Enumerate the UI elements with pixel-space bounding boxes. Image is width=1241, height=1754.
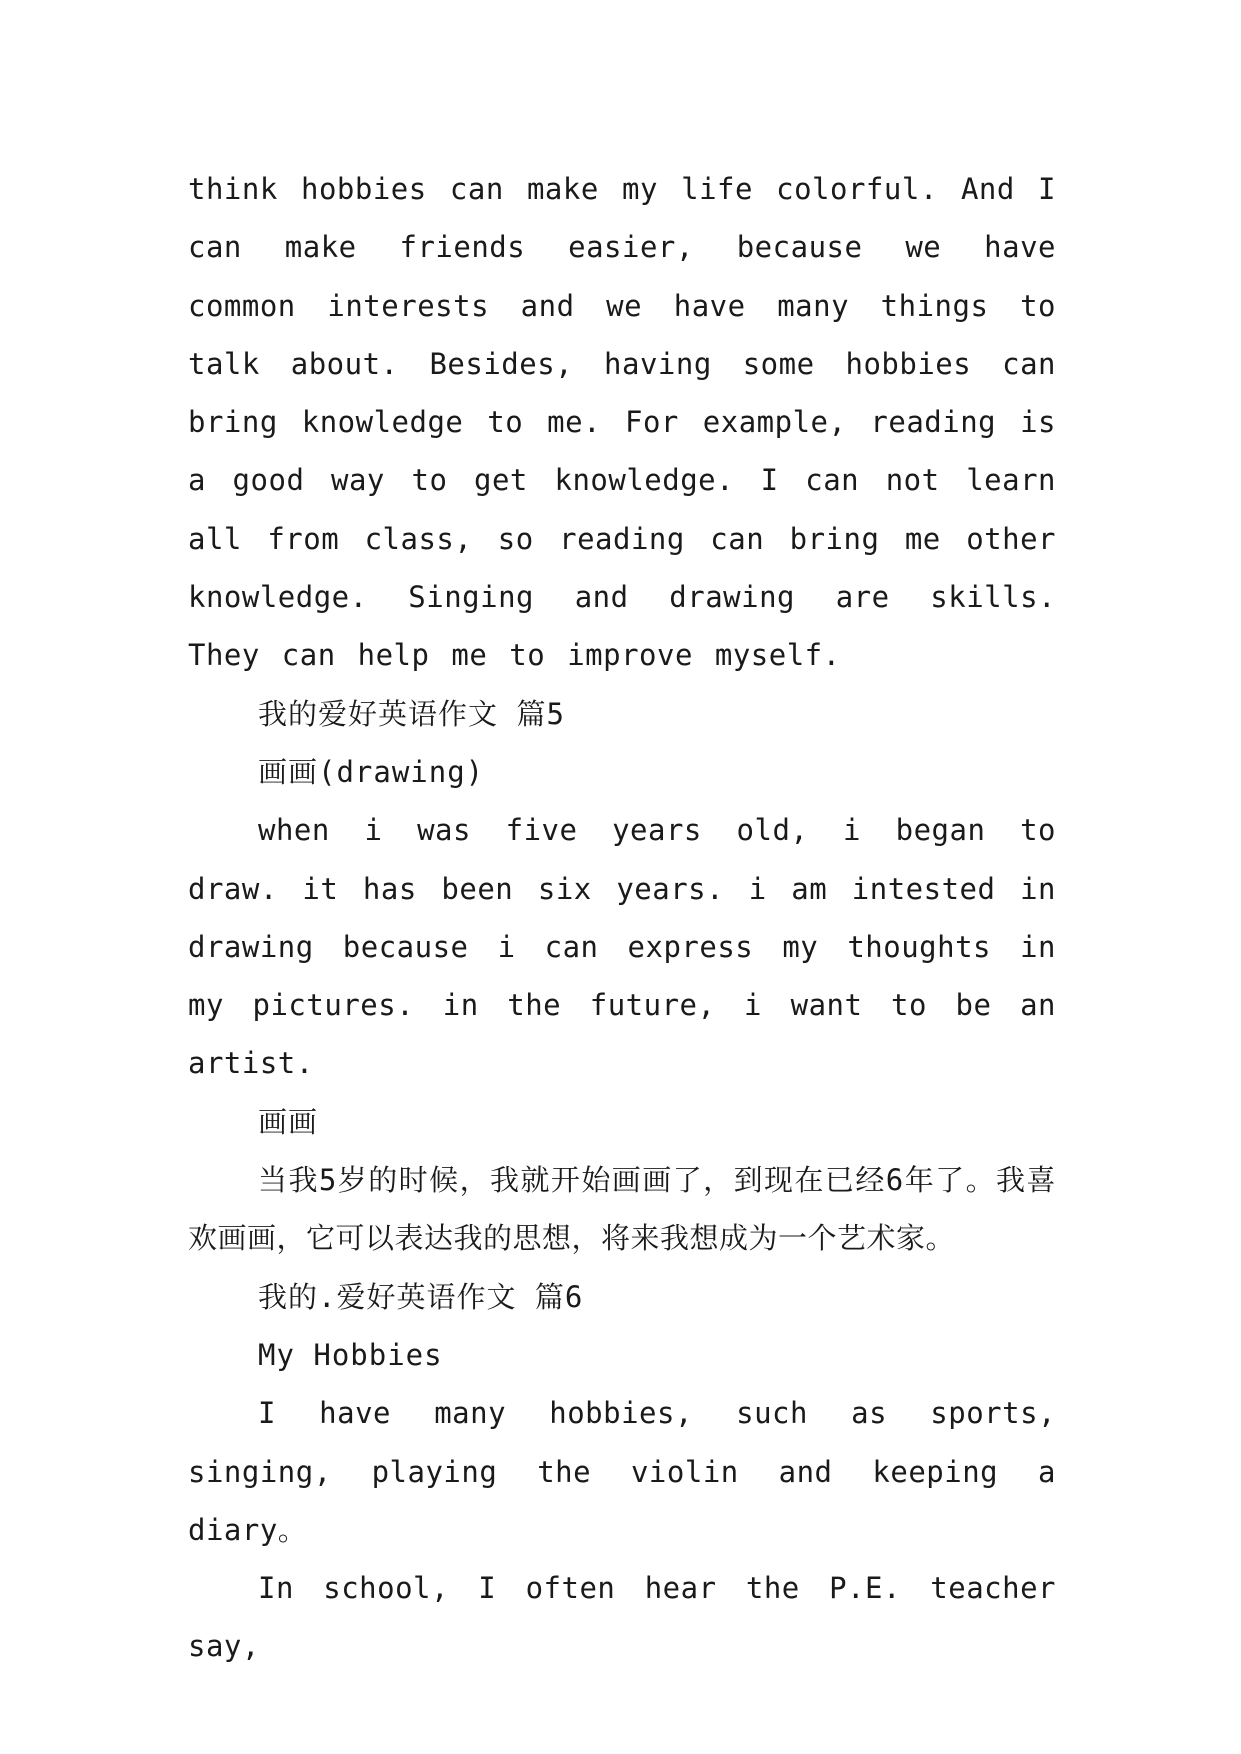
- paragraph-drawing-chinese: 当我5岁的时候，我就开始画画了，到现在已经6年了。我喜欢画画，它可以表达我的思想，将来我想成为一个艺术家。: [188, 1163, 1056, 1256]
- document-page: [188, 160, 1056, 1676]
- essay-title-my-hobbies: My Hobbies: [258, 1337, 443, 1372]
- paragraph-pe-teacher: In school, I often hear the P.E. teacher say,: [188, 1571, 1056, 1664]
- paragraph-many-hobbies: I have many hobbies, such as sports, singing, playing the violin and keeping a diary。: [188, 1396, 1056, 1547]
- essay-heading-5: 我的爱好英语作文 篇5: [258, 696, 565, 731]
- paragraph-hobbies-benefits: think hobbies can make my life colorful. And I can make friends easier, because we have common interests and we have many things to talk about. Besides, having some hobbies can bring knowledge to me. For example, reading is a good way to get knowledge. I can not learn all from class, so reading can bring me other knowledge. Singing and drawing are skills. They can help me to improve myself.: [188, 172, 1056, 673]
- essay-title-drawing: 画画(drawing): [258, 754, 485, 789]
- essay-heading-6: 我的.爱好英语作文 篇6: [258, 1279, 584, 1314]
- essay-title-drawing-chinese: 画画: [258, 1104, 319, 1139]
- paragraph-drawing-english: when i was five years old, i began to draw. it has been six years. i am intested in drawing because i can express my thoughts in my pictures. in the future, i want to be an artist.: [188, 813, 1056, 1081]
